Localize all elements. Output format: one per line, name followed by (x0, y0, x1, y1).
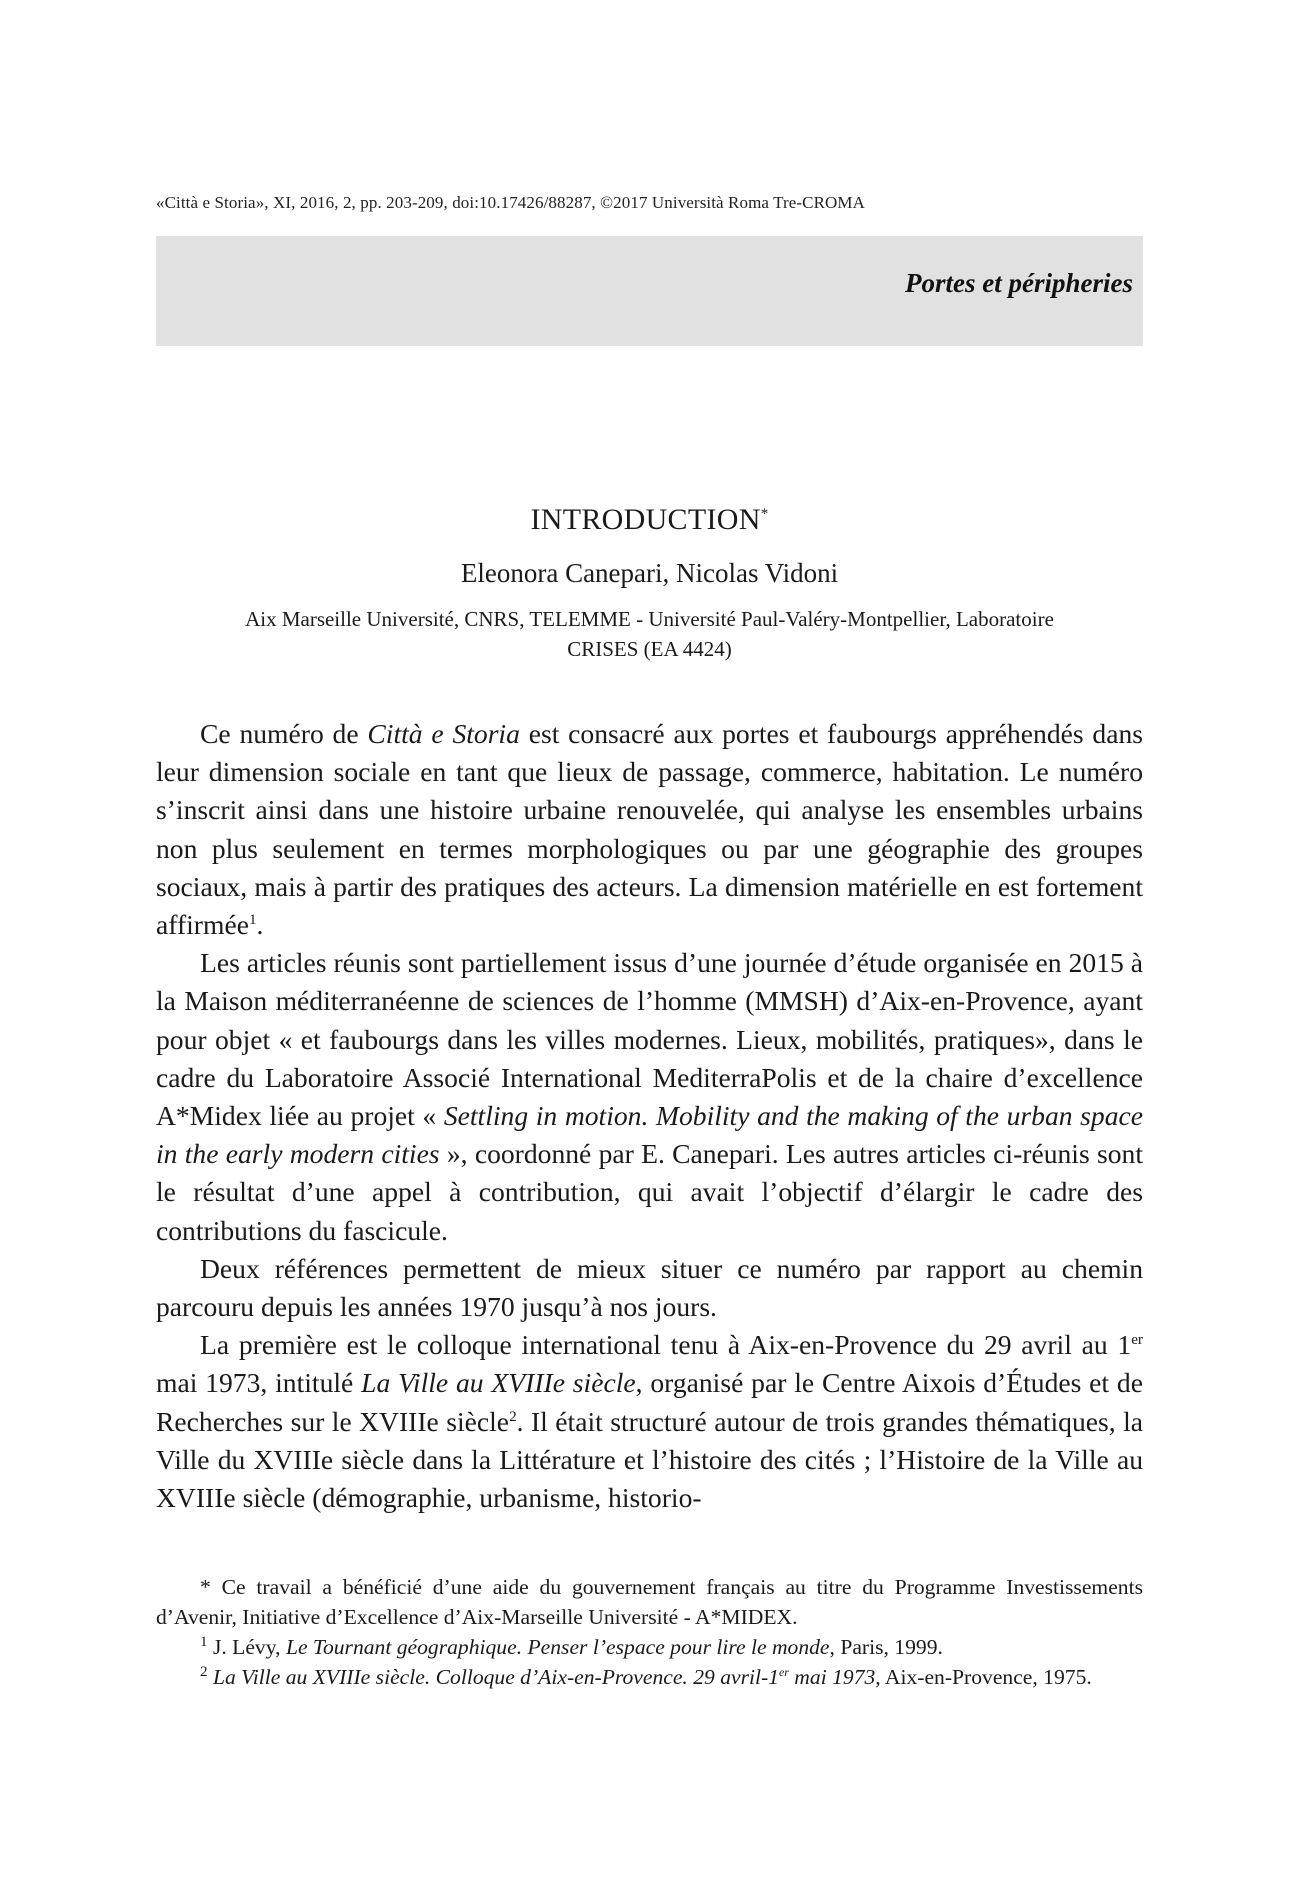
footnote-2-title-a: La Ville au XVIIIe siècle. Colloque d’Aix-en-Provence. 29 avril-1 (207, 1665, 779, 1689)
footnote-2-title-b: mai 1973 (788, 1665, 876, 1689)
section-band (156, 236, 1143, 346)
p2-text-b: », coordonné par E. Canepari. Les autres articles ci-réunis sont le résultat d’une appel à contribution, qui avait l’objectif d’élargir le cadre des contributions du fascicule. (156, 1138, 1143, 1246)
p4-text-d: . Il était structuré autour de trois grandes thématiques, la Ville du XVIIIe siècle dans la Littérature et l’histoire des cités ; l’Histoire de la Ville au XVIIIe siècle (démographie, urbanisme, historio- (156, 1405, 1143, 1514)
article-title (156, 503, 1143, 537)
footnote-1-book-title: Le Tournant géographique. Penser l’espace pour lire le monde (285, 1635, 830, 1659)
section-title: Portes et péripheries (905, 268, 1133, 298)
p4-text-c: , organisé par le Centre Aixois d’Études et de Recherches sur le XVIIIe siècle (156, 1367, 1143, 1437)
p4-ordinal: er (1131, 1331, 1143, 1349)
footnote-1 (156, 1632, 1143, 1662)
p1-journal-title: Città e Storia (367, 718, 520, 749)
paragraph-1 (156, 715, 1143, 944)
footnote-2-ordinal: er (779, 1664, 789, 1679)
p2-project-title: Settling in motion. Mobility and the making of the urban space in the early modern cities (156, 1100, 1143, 1170)
affiliation-line-1: Aix Marseille Université, CNRS, TELEMME - Université Paul-Valéry-Montpellier, Laboratoire (245, 607, 1054, 631)
p4-colloquium-title: La Ville au XVIIIe siècle (361, 1367, 636, 1399)
p4-text-a: La première est le colloque international tenu à Aix-en-Provence du 29 avril au 1 (200, 1329, 1132, 1361)
paragraph-4 (156, 1326, 1143, 1517)
title-footnote-mark: * (760, 506, 769, 522)
p1-text-a: Ce numéro de (200, 718, 368, 749)
article-body (156, 715, 1143, 1517)
footnote-2-text-b: , Aix-en-Provence, 1975. (875, 1665, 1092, 1689)
footnote-1-text-b: , Paris, 1999. (829, 1635, 943, 1659)
article-title-text: INTRODUCTION (530, 503, 761, 536)
footnote-ref-1[interactable]: 1 (248, 910, 257, 928)
running-head: «Città e Storia», XI, 2016, 2, pp. 203-209, doi:10.17426/88287, ©2017 Università Roma Tre-CROMA (156, 193, 866, 212)
paragraph-3: Deux références permettent de mieux situer ce numéro par rapport au chemin parcouru depuis les années 1970 jusqu’à nos jours. (156, 1252, 1143, 1323)
footnote-2 (156, 1662, 1143, 1692)
footnote-ref-2[interactable]: 2 (509, 1407, 517, 1425)
footnotes (156, 1572, 1143, 1692)
article-affiliation (156, 604, 1143, 664)
paragraph-2 (156, 944, 1143, 1250)
footnote-2-mark: 2 (200, 1663, 208, 1680)
footnote-star: * Ce travail a bénéficié d’une aide du gouvernement français au titre du Programme Investissements d’Avenir, Initiative d’Excellence d’Aix-Marseille Université - A*MIDEX. (156, 1575, 1143, 1629)
affiliation-line-2: CRISES (EA 4424) (567, 637, 732, 661)
p4-text-b: mai 1973, intitulé (156, 1367, 362, 1399)
footnote-1-text-a: J. Lévy, (207, 1635, 286, 1659)
footnote-1-mark: 1 (200, 1633, 208, 1650)
p1-text-b: est consacré aux portes et faubourgs appréhendés dans leur dimension sociale en tant que lieux de passage, commerce, habitation. Le numéro s’inscrit ainsi dans une histoire urbaine renouvelée, qui analyse les ensembles urbains non plus seulement en termes morphologiques ou par une géographie des groupes sociaux, mais à partir des pratiques des acteurs. La dimension matérielle en est fortement affirmée (156, 718, 1143, 941)
article-authors: Eleonora Canepari, Nicolas Vidoni (460, 558, 839, 588)
p1-text-end: . (256, 909, 264, 941)
p2-text-a: Les articles réunis sont partiellement issus d’une journée d’étude organisée en 2015 à la Maison méditerranéenne de sciences de l’homme (MMSH) d’Aix-en-Provence, ayant pour objet « et faubourgs dans les villes modernes. Lieux, mobilités, pratiques», dans le cadre du Laboratoire Associé International MediterraPolis et de la chaire d’excellence A*Midex liée au projet « (156, 947, 1143, 1132)
